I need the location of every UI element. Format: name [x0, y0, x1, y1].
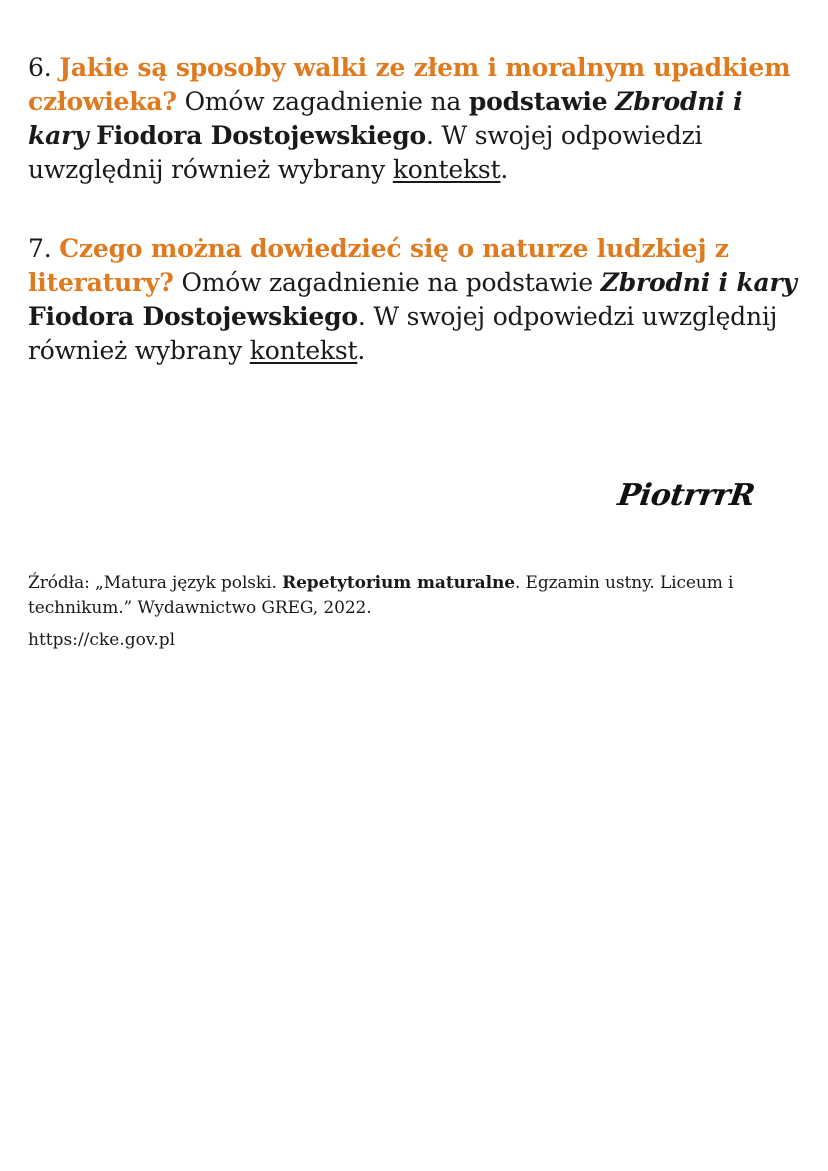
question-instruction: Omów zagadnienie na: [184, 87, 462, 116]
author-name: Fiodora Dostojewskiego: [28, 302, 358, 331]
question-6: [28, 51, 798, 187]
question-end: .: [500, 155, 509, 184]
question-7: [28, 232, 798, 368]
sources-label: Źródła: „Matura język polski.: [28, 573, 277, 593]
question-basis: podstawie: [468, 87, 608, 116]
sources-rest: . Egzamin ustny. Liceum i technikum.” Wydawnictwo GREG, 2022.: [28, 573, 734, 618]
question-followup: . W swojej odpowiedzi uwzględnij również wybrany: [28, 302, 778, 365]
question-number: 7.: [28, 234, 52, 263]
work-title: Zbrodni i kary: [600, 268, 797, 297]
question-number: 6.: [28, 53, 52, 82]
question-followup: . W swojej odpowiedzi uwzględnij również wybrany: [28, 121, 703, 184]
question-end: .: [357, 336, 366, 365]
source-url: https://cke.gov.pl: [28, 630, 176, 650]
sources-bold-title: Repetytorium maturalne: [282, 573, 515, 593]
context-word: kontekst: [392, 155, 501, 184]
author-name: Fiodora Dostojewskiego: [96, 121, 427, 150]
sources-note: [28, 571, 798, 621]
question-highlight: Jakie są sposoby walki ze złem i moralnym upadkiem człowieka?: [28, 53, 791, 116]
question-highlight: Czego można dowiedzieć się o naturze ludzkiej z literatury?: [28, 234, 729, 297]
work-title: Zbrodni i kary: [28, 87, 743, 150]
author-signature: PiotrrrR: [615, 478, 757, 513]
question-instruction: Omów zagadnienie na podstawie: [181, 268, 593, 297]
context-word: kontekst: [249, 336, 358, 365]
